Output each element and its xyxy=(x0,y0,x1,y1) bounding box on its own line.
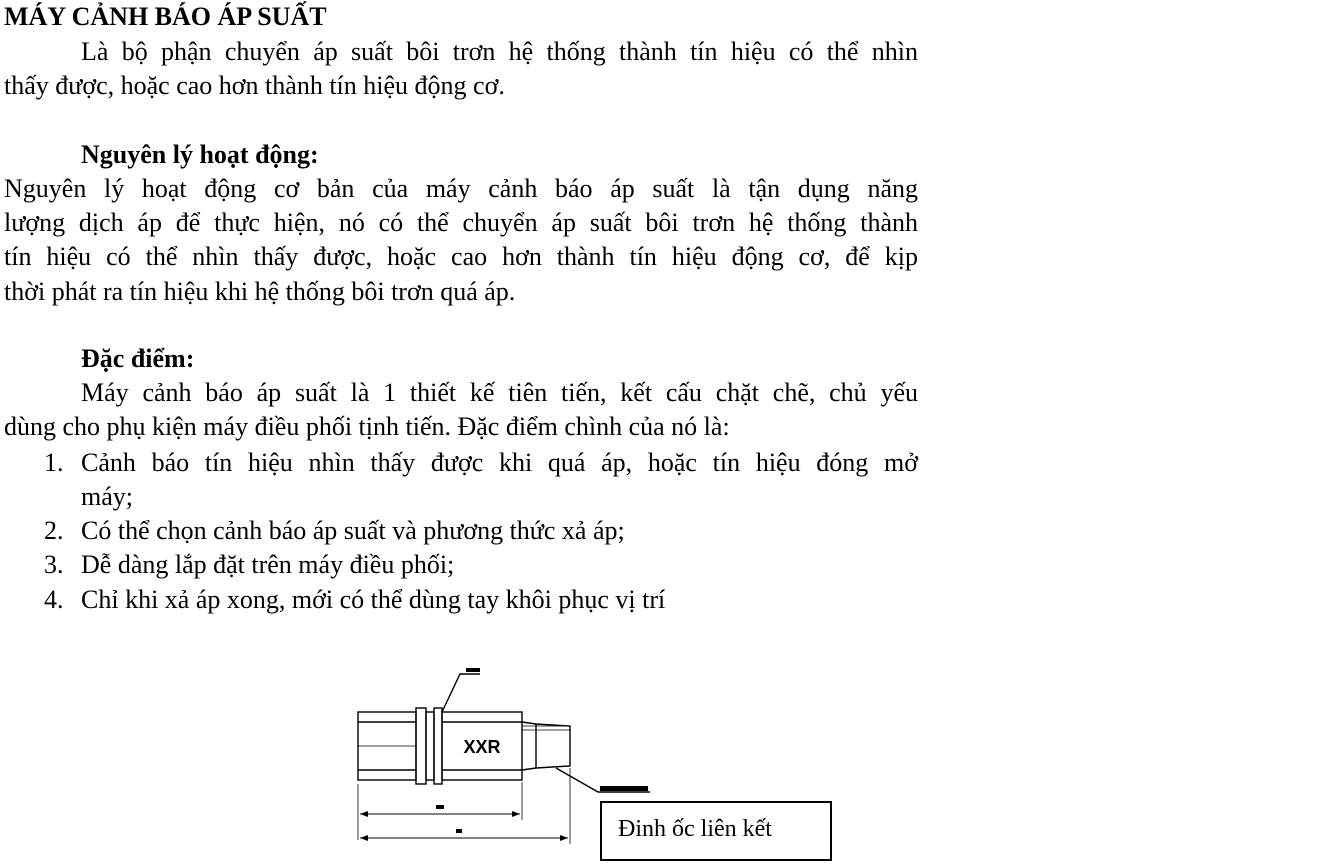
list-item-number: 3. xyxy=(44,550,64,579)
list-item-text: Dễ dàng lắp đặt trên máy điều phối; xyxy=(81,550,455,579)
dimension-mark-1 xyxy=(436,805,444,809)
thread-spec-mark xyxy=(600,786,648,791)
features-intro-line-1: Máy cảnh báo áp suất là 1 thiết kế tiên tiến, kết cấu chặt chẽ, chủ yếu xyxy=(81,378,918,407)
list-item-text: Có thể chọn cảnh báo áp suất và phương thức xả áp; xyxy=(81,516,625,545)
body-label: XXR xyxy=(463,737,501,757)
list-item-number: 4. xyxy=(44,585,64,614)
dimension-mark-2 xyxy=(456,829,462,833)
list-item-text: Chỉ khi xả áp xong, mới có thể dùng tay khôi phục vị trí xyxy=(81,585,666,614)
principle-line-1: Nguyên lý hoạt động cơ bản của máy cảnh báo áp suất là tận dụng năng xyxy=(4,174,918,203)
callout-label: Đinh ốc liên kết xyxy=(618,816,772,842)
intro-line-1: Là bộ phận chuyển áp suất bôi trơn hệ thống thành tín hiệu có thể nhìn xyxy=(81,37,918,66)
list-item-text: Cảnh báo tín hiệu nhìn thấy được khi quá áp, hoặc tín hiệu đóng mở xyxy=(81,448,918,477)
list-item-text-continued: máy; xyxy=(81,482,133,511)
page-title: MÁY CẢNH BÁO ÁP SUẤT xyxy=(4,2,327,31)
features-intro-line-2: dùng cho phụ kiện máy điều phối tịnh tiến. Đặc điểm chình của nó là: xyxy=(4,412,730,441)
intro-line-2: thấy được, hoặc cao hơn thành tín hiệu động cơ. xyxy=(4,71,505,100)
principle-line-2: lượng dịch áp để thực hiện, nó có thể chuyển áp suất bôi trơn hệ thống thành xyxy=(4,208,918,237)
list-item-number: 2. xyxy=(44,516,64,545)
callout-box xyxy=(600,801,832,861)
top-dimension-mark xyxy=(466,668,480,672)
features-heading: Đặc điểm: xyxy=(81,344,195,373)
principle-line-3: tín hiệu có thể nhìn thấy được, hoặc cao hơn thành tín hiệu động cơ, để kịp xyxy=(4,242,918,271)
principle-heading: Nguyên lý hoạt động: xyxy=(81,140,319,169)
list-item-number: 1. xyxy=(44,448,64,477)
principle-line-4: thời phát ra tín hiệu khi hệ thống bôi trơn quá áp. xyxy=(4,277,516,306)
